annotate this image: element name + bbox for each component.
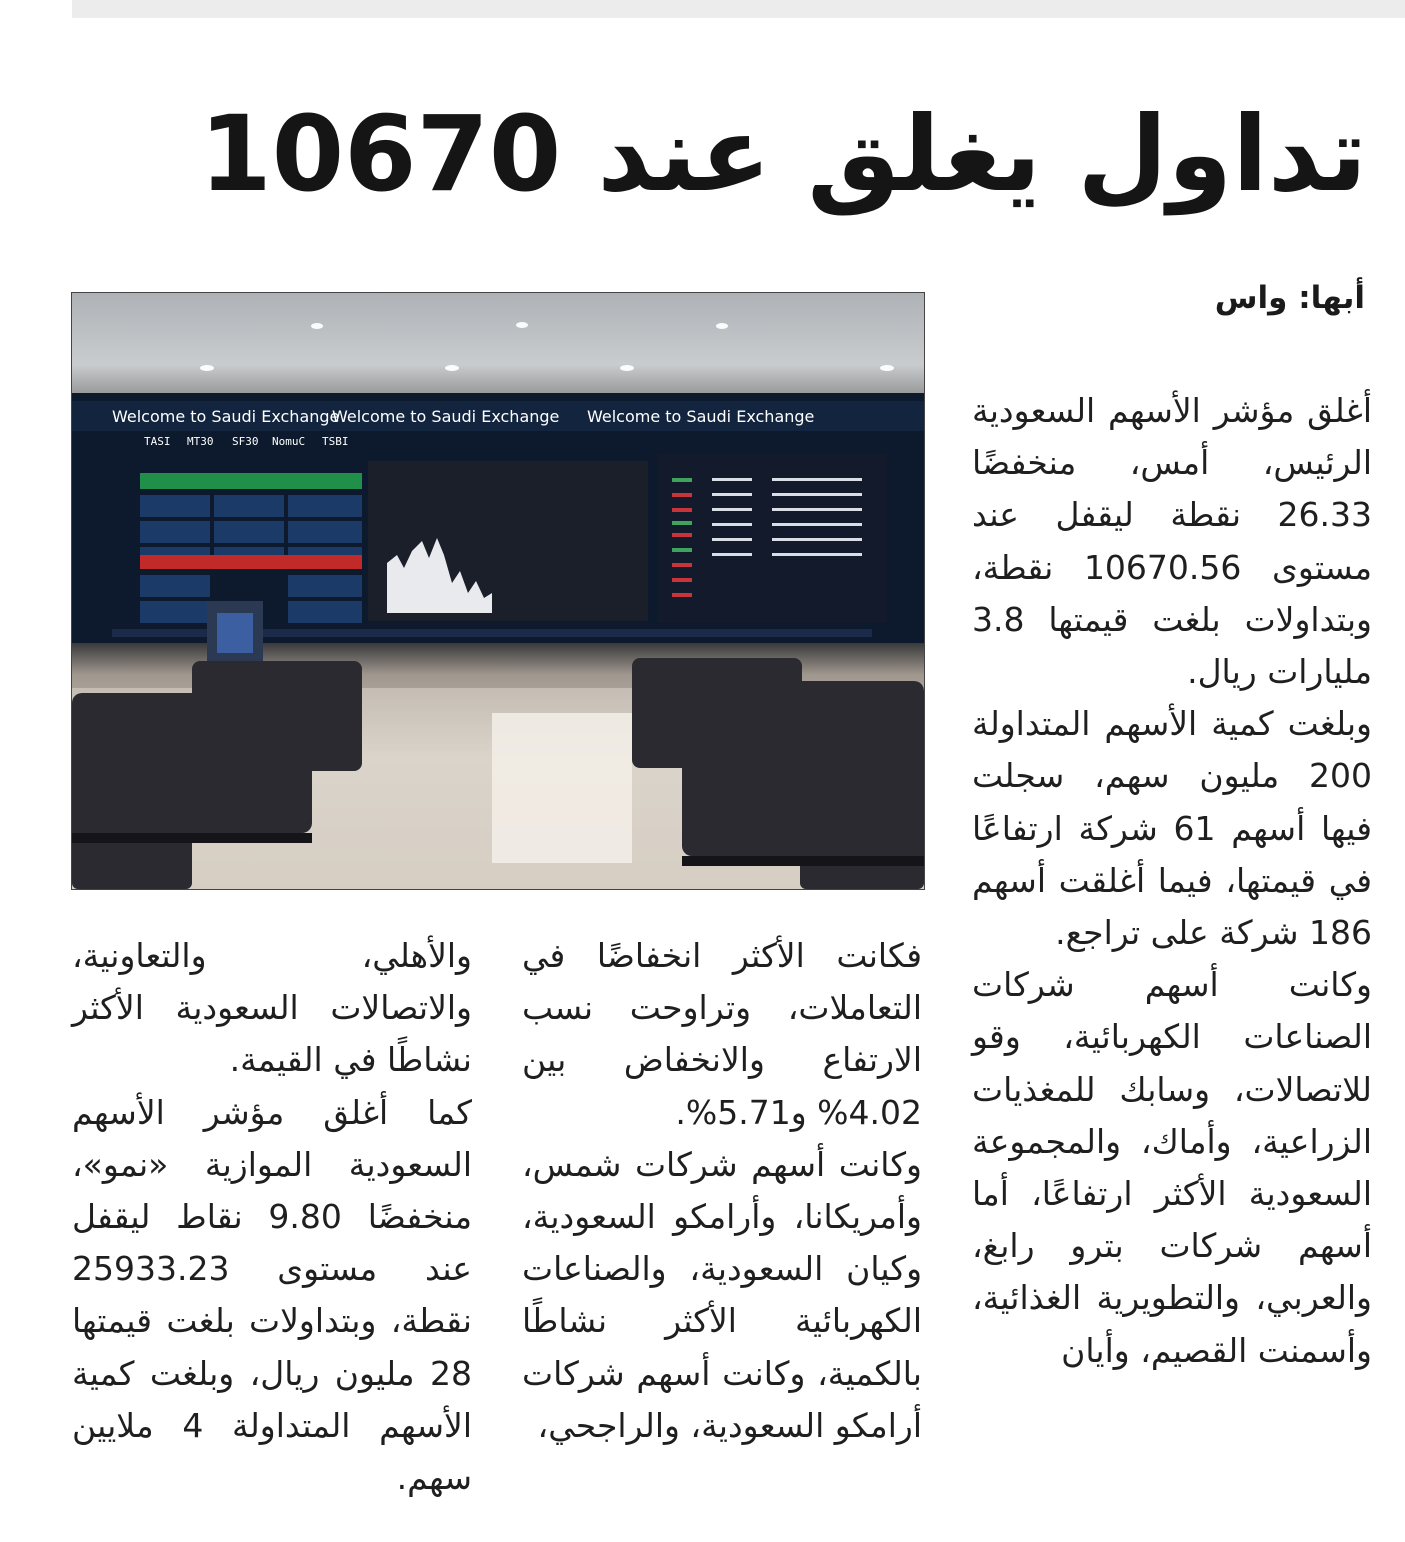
ticker-label: TSBI (322, 435, 349, 448)
ticker-label: MT30 (187, 435, 214, 448)
article-column-3 (72, 930, 472, 1504)
article-paragraph: فكانت الأكثر انخفاضًا في التعاملات، وتراوحت نسب الارتفاع والانخفاض بين 4.02% و5.71%. (522, 936, 922, 1132)
article-photo (71, 292, 925, 890)
article-column-1 (972, 385, 1372, 1377)
screen-banner: Welcome to Saudi Exchange (112, 407, 340, 426)
byline: أبها: واس (1214, 280, 1365, 316)
top-margin-bar (72, 0, 1405, 18)
article-paragraph: أغلق مؤشر الأسهم السعودية الرئيس، أمس، منخفضًا 26.33 نقطة ليقفل عند مستوى 10670.56 نقطة، وبتداولات بلغت قيمتها 3.8 مليارات ريال. (972, 391, 1372, 692)
article-paragraph: وكانت أسهم شركات الصناعات الكهربائية، وقو للاتصالات، وسابك للمغذيات الزراعية، وأماك، والمجموعة السعودية الأكثر ارتفاعًا، أما أسهم شركات بترو رابغ، والعربي، والتطويرية الغذائية، وأسمنت القصيم، وأيان (972, 965, 1372, 1370)
article-paragraph: كما أغلق مؤشر الأسهم السعودية الموازية «نمو»، منخفضًا 9.80 نقاط ليقفل عند مستوى 25933.23 نقطة، وبتداولات بلغت قيمتها 28 مليون ريال، وبلغت كمية الأسهم المتداولة 4 ملايين سهم. (72, 1092, 472, 1498)
ticker-label: SF30 (232, 435, 259, 448)
screen-banner: Welcome to Saudi Exchange (332, 407, 560, 426)
ticker-label: NomuC (272, 435, 306, 448)
article-column-2 (522, 930, 922, 1452)
screen-banner: Welcome to Saudi Exchange (587, 407, 815, 426)
article-paragraph: والأهلي، والتعاونية، والاتصالات السعودية الأكثر نشاطًا في القيمة. (72, 936, 472, 1080)
ticker-label: TASI (144, 435, 171, 448)
article-paragraph: وبلغت كمية الأسهم المتداولة 200 مليون سهم، سجلت فيها أسهم 61 شركة ارتفاعًا في قيمتها، فيما أغلقت أسهم 186 شركة على تراجع. (972, 704, 1372, 953)
article-paragraph: وكانت أسهم شركات شمس، وأمريكانا، وأرامكو السعودية، وكيان السعودية، والصناعات الكهربائية الأكثر نشاطًا بالكمية، وكانت أسهم شركات أرامكو السعودية، والراجحي، (522, 1144, 922, 1445)
headline: تداول يغلق عند 10670 (199, 93, 1367, 215)
